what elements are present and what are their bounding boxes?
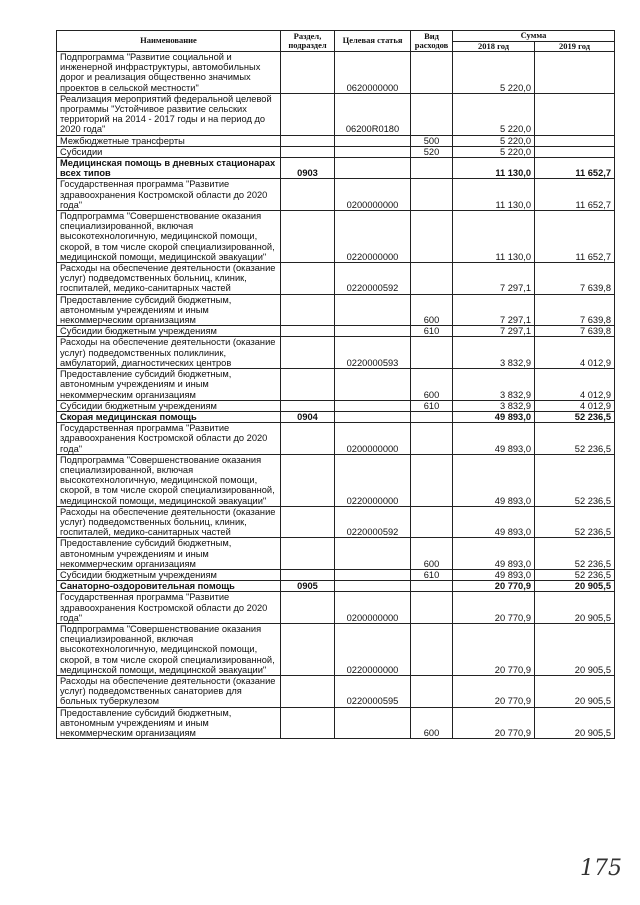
cell-2018: 49 893,0: [453, 506, 535, 538]
cell-type: 600: [411, 369, 453, 401]
cell-type: 600: [411, 707, 453, 739]
page-number: 175: [580, 856, 622, 881]
cell-2018: 11 130,0: [453, 179, 535, 211]
table-row: [57, 538, 615, 570]
cell-target: [335, 411, 411, 422]
cell-section: [281, 675, 335, 707]
table-body: [57, 52, 615, 739]
cell-2019: 7 639,8: [535, 326, 615, 337]
cell-name: Предоставление субсидий бюджетным, автономным учреждениям и иным некоммерческим организациям: [57, 538, 281, 570]
table-row: [57, 581, 615, 592]
cell-name: Расходы на обеспечение деятельности (оказание услуг) подведомственных санаториев для больных туберкулезом: [57, 675, 281, 707]
cell-section: [281, 423, 335, 455]
cell-2018: 5 220,0: [453, 135, 535, 146]
cell-name: Подпрограмма "Совершенствование оказания специализированной, включая высокотехнологичную, медицинской помощи, скорой, в том числе скорой специализированной, медицинской помощи, медицинской эвакуации": [57, 623, 281, 675]
cell-name: Государственная программа "Развитие здравоохранения Костромской области до 2020 года": [57, 179, 281, 211]
table-row: [57, 411, 615, 422]
cell-type: [411, 454, 453, 506]
cell-target: [335, 135, 411, 146]
cell-name: Санаторно-оздоровительная помощь: [57, 581, 281, 592]
cell-type: [411, 675, 453, 707]
cell-type: [411, 423, 453, 455]
header-sum: Сумма: [453, 31, 615, 42]
table-row: [57, 179, 615, 211]
cell-type: [411, 337, 453, 369]
cell-target: [335, 400, 411, 411]
cell-2019: 11 652,7: [535, 158, 615, 179]
cell-type: 520: [411, 146, 453, 157]
table-header: [57, 31, 615, 52]
cell-type: 610: [411, 569, 453, 580]
table-row: [57, 158, 615, 179]
cell-name: Расходы на обеспечение деятельности (оказание услуг) подведомственных больниц, клиник, госпиталей, медико-санитарных частей: [57, 506, 281, 538]
cell-target: [335, 538, 411, 570]
cell-section: [281, 294, 335, 326]
cell-2018: 20 770,9: [453, 581, 535, 592]
cell-2018: 20 770,9: [453, 623, 535, 675]
cell-name: Медицинская помощь в дневных стационарах всех типов: [57, 158, 281, 179]
cell-name: Предоставление субсидий бюджетным, автономным учреждениям и иным некоммерческим организациям: [57, 294, 281, 326]
header-2019: 2019 год: [535, 41, 615, 52]
cell-target: [335, 146, 411, 157]
cell-type: [411, 263, 453, 295]
cell-target: 0220000592: [335, 506, 411, 538]
cell-2018: 11 130,0: [453, 211, 535, 263]
cell-target: 0220000000: [335, 454, 411, 506]
cell-name: Подпрограмма "Совершенствование оказания специализированной, включая высокотехнологичную, медицинской помощи, скорой, в том числе скорой специализированной, медицинской помощи, медицинской эвакуации": [57, 211, 281, 263]
cell-type: [411, 211, 453, 263]
cell-2018: 49 893,0: [453, 538, 535, 570]
cell-target: 0220000000: [335, 623, 411, 675]
cell-name: Реализация мероприятий федеральной целевой программы "Устойчивое развитие сельских территорий на 2014 - 2017 годы и на период до 2020 года": [57, 93, 281, 135]
cell-section: [281, 179, 335, 211]
cell-2018: 5 220,0: [453, 146, 535, 157]
cell-section: [281, 538, 335, 570]
cell-2018: 5 220,0: [453, 52, 535, 94]
cell-type: 500: [411, 135, 453, 146]
cell-target: 0200000000: [335, 592, 411, 624]
table-row: [57, 52, 615, 94]
cell-name: Субсидии бюджетным учреждениям: [57, 569, 281, 580]
cell-section: [281, 506, 335, 538]
cell-2018: 20 770,9: [453, 675, 535, 707]
table-row: [57, 135, 615, 146]
cell-name: Расходы на обеспечение деятельности (оказание услуг) подведомственных больниц, клиник, госпиталей, медико-санитарных частей: [57, 263, 281, 295]
cell-2019: 20 905,5: [535, 707, 615, 739]
cell-2019: 52 236,5: [535, 569, 615, 580]
cell-2018: 49 893,0: [453, 423, 535, 455]
cell-2019: 52 236,5: [535, 423, 615, 455]
table-row: [57, 454, 615, 506]
table-row: [57, 707, 615, 739]
cell-type: [411, 592, 453, 624]
cell-2018: 3 832,9: [453, 400, 535, 411]
cell-2018: 3 832,9: [453, 337, 535, 369]
cell-2019: 20 905,5: [535, 623, 615, 675]
cell-2019: 52 236,5: [535, 538, 615, 570]
table-row: [57, 506, 615, 538]
cell-section: [281, 454, 335, 506]
cell-section: [281, 146, 335, 157]
cell-section: [281, 369, 335, 401]
cell-2018: 3 832,9: [453, 369, 535, 401]
cell-type: 600: [411, 538, 453, 570]
table-row: [57, 369, 615, 401]
cell-2018: 11 130,0: [453, 158, 535, 179]
cell-type: [411, 623, 453, 675]
cell-2019: 7 639,8: [535, 294, 615, 326]
cell-name: Субсидии бюджетным учреждениям: [57, 326, 281, 337]
table-row: [57, 337, 615, 369]
cell-2018: 5 220,0: [453, 93, 535, 135]
cell-section: [281, 93, 335, 135]
cell-target: 06200R0180: [335, 93, 411, 135]
cell-2019: [535, 93, 615, 135]
cell-name: Скорая медицинская помощь: [57, 411, 281, 422]
cell-target: [335, 369, 411, 401]
cell-2018: 49 893,0: [453, 454, 535, 506]
budget-table-sheet: [56, 30, 614, 739]
cell-type: [411, 411, 453, 422]
cell-2018: 49 893,0: [453, 411, 535, 422]
cell-type: 610: [411, 400, 453, 411]
cell-section: 0905: [281, 581, 335, 592]
cell-2019: [535, 146, 615, 157]
table-row: [57, 146, 615, 157]
cell-2019: 20 905,5: [535, 581, 615, 592]
cell-target: 0200000000: [335, 179, 411, 211]
cell-type: [411, 52, 453, 94]
cell-2019: 52 236,5: [535, 411, 615, 422]
cell-target: 0220000000: [335, 211, 411, 263]
cell-type: 610: [411, 326, 453, 337]
table-row: [57, 263, 615, 295]
table-row: [57, 400, 615, 411]
cell-section: [281, 52, 335, 94]
cell-section: [281, 263, 335, 295]
cell-2019: 11 652,7: [535, 179, 615, 211]
header-2018: 2018 год: [453, 41, 535, 52]
cell-name: Субсидии: [57, 146, 281, 157]
table-row: [57, 569, 615, 580]
table-row: [57, 623, 615, 675]
cell-2019: [535, 135, 615, 146]
cell-2019: 11 652,7: [535, 211, 615, 263]
cell-2019: 20 905,5: [535, 675, 615, 707]
cell-name: Предоставление субсидий бюджетным, автономным учреждениям и иным некоммерческим организациям: [57, 369, 281, 401]
cell-section: [281, 337, 335, 369]
cell-target: 0200000000: [335, 423, 411, 455]
cell-2019: 52 236,5: [535, 506, 615, 538]
cell-target: [335, 158, 411, 179]
cell-type: [411, 506, 453, 538]
cell-section: [281, 592, 335, 624]
cell-name: Межбюджетные трансферты: [57, 135, 281, 146]
cell-2019: 4 012,9: [535, 369, 615, 401]
cell-target: [335, 707, 411, 739]
cell-target: [335, 326, 411, 337]
cell-2018: 7 297,1: [453, 326, 535, 337]
cell-section: [281, 400, 335, 411]
cell-target: [335, 569, 411, 580]
table-row: [57, 93, 615, 135]
cell-2019: [535, 52, 615, 94]
cell-section: [281, 135, 335, 146]
cell-type: [411, 581, 453, 592]
cell-2019: 4 012,9: [535, 337, 615, 369]
cell-name: Государственная программа "Развитие здравоохранения Костромской области до 2020 года": [57, 592, 281, 624]
cell-2019: 7 639,8: [535, 263, 615, 295]
table-row: [57, 592, 615, 624]
cell-section: [281, 623, 335, 675]
cell-2019: 20 905,5: [535, 592, 615, 624]
table-row: [57, 211, 615, 263]
budget-table: [56, 30, 615, 739]
cell-name: Подпрограмма "Развитие социальной и инженерной инфраструктуры, автомобильных дорог и реализация общественно значимых проектов в сельской местности": [57, 52, 281, 94]
cell-target: 0220000595: [335, 675, 411, 707]
cell-2018: 7 297,1: [453, 294, 535, 326]
table-row: [57, 326, 615, 337]
cell-section: [281, 569, 335, 580]
cell-name: Предоставление субсидий бюджетным, автономным учреждениям и иным некоммерческим организациям: [57, 707, 281, 739]
cell-section: [281, 326, 335, 337]
cell-type: 600: [411, 294, 453, 326]
header-type: Вид расходов: [411, 31, 453, 52]
cell-section: 0904: [281, 411, 335, 422]
cell-target: 0620000000: [335, 52, 411, 94]
cell-2019: 4 012,9: [535, 400, 615, 411]
cell-target: 0220000593: [335, 337, 411, 369]
cell-section: [281, 211, 335, 263]
table-row: [57, 675, 615, 707]
header-section: Раздел, подраздел: [281, 31, 335, 52]
cell-type: [411, 158, 453, 179]
cell-target: [335, 581, 411, 592]
cell-target: [335, 294, 411, 326]
table-row: [57, 294, 615, 326]
cell-2018: 49 893,0: [453, 569, 535, 580]
cell-name: Субсидии бюджетным учреждениям: [57, 400, 281, 411]
header-target: Целевая статья: [335, 31, 411, 52]
cell-type: [411, 93, 453, 135]
cell-2018: 20 770,9: [453, 592, 535, 624]
header-name: Наименование: [57, 31, 281, 52]
cell-section: [281, 707, 335, 739]
cell-name: Подпрограмма "Совершенствование оказания специализированной, включая высокотехнологичную, медицинской помощи, скорой, в том числе скорой специализированной, медицинской помощи, медицинской эвакуации": [57, 454, 281, 506]
cell-type: [411, 179, 453, 211]
cell-section: 0903: [281, 158, 335, 179]
cell-name: Государственная программа "Развитие здравоохранения Костромской области до 2020 года": [57, 423, 281, 455]
cell-target: 0220000592: [335, 263, 411, 295]
cell-2018: 20 770,9: [453, 707, 535, 739]
cell-2018: 7 297,1: [453, 263, 535, 295]
cell-2019: 52 236,5: [535, 454, 615, 506]
table-row: [57, 423, 615, 455]
cell-name: Расходы на обеспечение деятельности (оказание услуг) подведомственных поликлиник, амбулаторий, диагностических центров: [57, 337, 281, 369]
